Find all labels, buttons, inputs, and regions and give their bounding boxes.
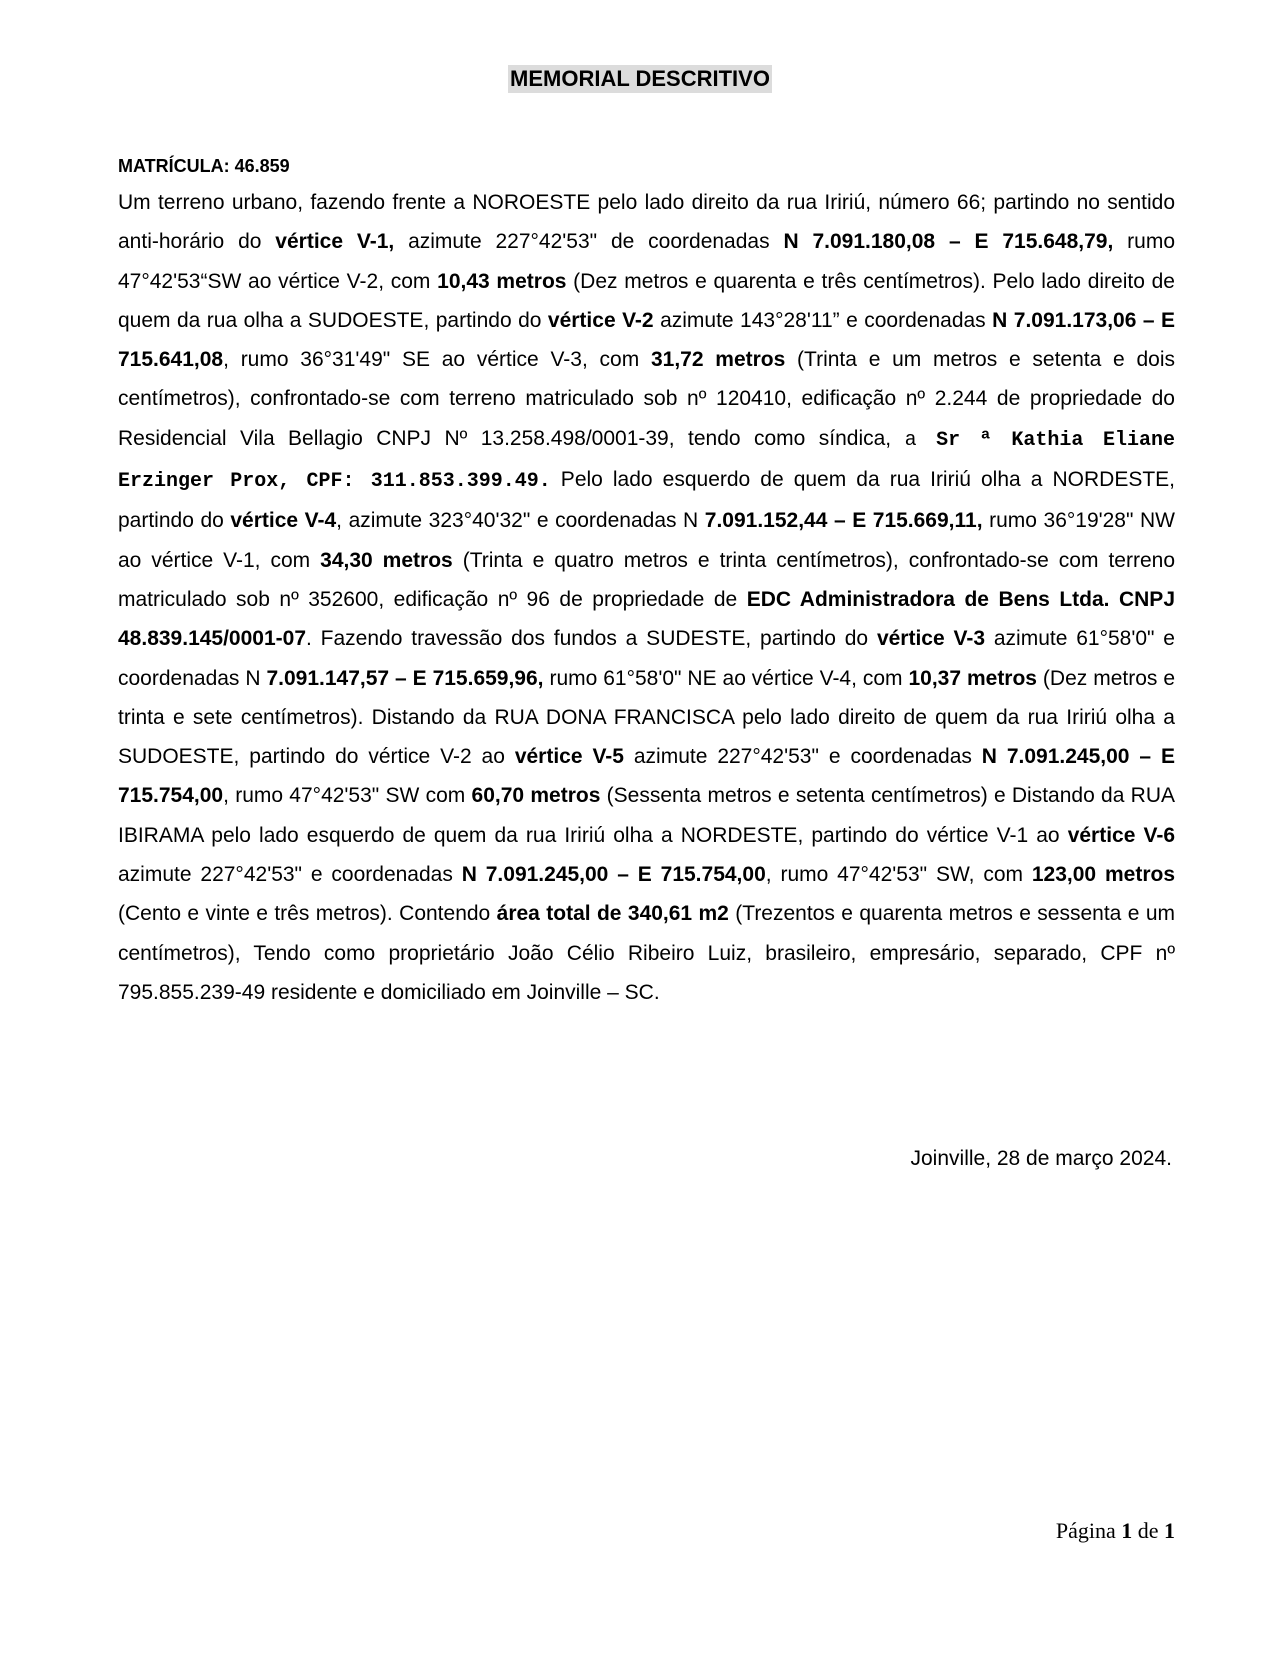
matricula-label: MATRÍCULA: 46.859 [118,156,290,176]
text-run-bold: área total de 340,61 m2 [496,902,729,926]
text-run: Pelo lado esquerdo de quem da rua Iririú olha a NORDESTE, partindo do [118,468,1176,533]
text-run: (Sessenta metros e setenta centímetros) e Distando da RUA IBIRAMA pelo lado esquerdo de quem da rua Iririú olha a NORDESTE, partindo do vértice V-1 ao [118,784,1175,847]
text-run: azimute 227°42'53" de coordenadas [394,230,784,254]
text-run: rumo 36°19'28" NW ao vértice V-1, com [118,509,1175,572]
page-separator: de [1132,1518,1164,1543]
text-run-bold: EDC Administradora de Bens Ltda. CNPJ 48.839.145/0001-07 [118,587,1175,651]
text-run-bold: 10,43 metros [437,269,567,293]
text-run: . Fazendo travessão dos fundos a SUDESTE, partindo do [306,627,877,651]
text-run-bold: 60,70 metros [471,784,601,808]
text-run-bold: vértice V-4 [230,509,337,533]
text-run-bold: 34,30 metros [320,548,453,572]
text-run: (Trezentos e quarenta metros e sessenta e um centímetros), Tendo como proprietário João Célio Ribeiro Luiz, brasileiro, empresário, separado, CPF nº 795.855.239-49 residente e domiciliado em Joinville – SC. [118,902,1175,1004]
text-run: (Dez metros e quarenta e três centímetros). Pelo lado direito de quem da rua olha a SUDOESTE, partindo do [118,269,1175,332]
text-run: (Dez metros e trinta e sete centímetros). Distando da RUA DONA FRANCISCA pelo lado direito de quem da rua Iririú olha a SUDOESTE, partindo do vértice V-2 ao [118,666,1175,769]
text-run: azimute 61°58'0" e coordenadas N [118,627,1175,690]
text-run: Um terreno urbano, fazendo frente a NOROESTE pelo lado direito da rua Iririú, número 66; partindo no sentido anti-horário do [118,191,1175,254]
page-current: 1 [1121,1518,1133,1543]
text-run-bold: N 7.091.180,08 – E 715.648,79, [783,230,1114,254]
text-run: azimute 227°42'53" e coordenadas [118,863,462,887]
text-run: (Trinta e um metros e setenta e dois centímetros), confrontado-se com terreno matriculado sob nº 120410, edificação nº 2.244 de propriedade do Residencial Vila Bellagio CNPJ Nº 13.258.498/0001-39, tendo como síndica, [118,348,1175,450]
text-run-mono-bold: Sr ª Kathia Eliane Erzinger Prox, CPF: 311.853.399.49. [118,428,1175,494]
text-run: azimute 227°42'53" e coordenadas [623,745,982,769]
text-run: rumo 47°42'53“SW ao vértice V-2, com [118,230,1175,293]
text-run-bold: vértice V-1, [275,230,395,254]
description-paragraph [118,183,1175,1012]
text-run-bold: N 7.091.245,00 – E 715.754,00 [461,863,766,887]
text-run-bold: N 7.091.173,06 – E 715.641,08 [118,308,1175,372]
text-run: rumo 61°58'0" NE ao vértice V-4, com [543,666,909,690]
text-run: , azimute 323°40'32" e coordenadas N [336,509,705,533]
text-run: , rumo 47°42'53" SW, com [765,863,1032,887]
text-run-bold: vértice V-6 [1067,823,1175,847]
page-number-footer [1056,1517,1175,1545]
text-run: (Trinta e quatro metros e trinta centímetros), confrontado-se com terreno matriculado sob nº 352600, edificação nº 96 de propriedade de [118,548,1175,611]
title-container [0,65,1280,93]
text-run: , rumo 36°31'49" SE ao vértice V-3, com [223,348,651,372]
document-title: MEMORIAL DESCRITIVO [510,66,770,91]
text-run-bold: 123,00 metros [1031,863,1175,887]
text-run-bold: vértice V-3 [876,627,986,651]
text-run-bold: 7.091.152,44 – E 715.669,11, [704,509,983,533]
text-run: azimute 143°28'11” e coordenadas [653,308,993,332]
text-run-bold: 10,37 metros [908,666,1037,690]
text-run: , rumo 47°42'53" SW com [223,784,472,808]
text-run: (Cento e vinte e três metros). Contendo [118,902,497,926]
page-total: 1 [1164,1518,1175,1543]
document-date: Joinville, 28 de março 2024. [910,1147,1172,1170]
text-run-bold: 31,72 metros [650,348,786,372]
text-run-bold: vértice V-5 [514,745,624,769]
text-run-bold: 7.091.147,57 – E 715.659,96, [266,666,544,690]
page-prefix: Página [1055,1518,1122,1543]
text-run-mono: a [904,428,937,452]
text-run-bold: vértice V-2 [547,308,654,332]
text-run-bold: N 7.091.245,00 – E 715.754,00 [118,745,1175,808]
